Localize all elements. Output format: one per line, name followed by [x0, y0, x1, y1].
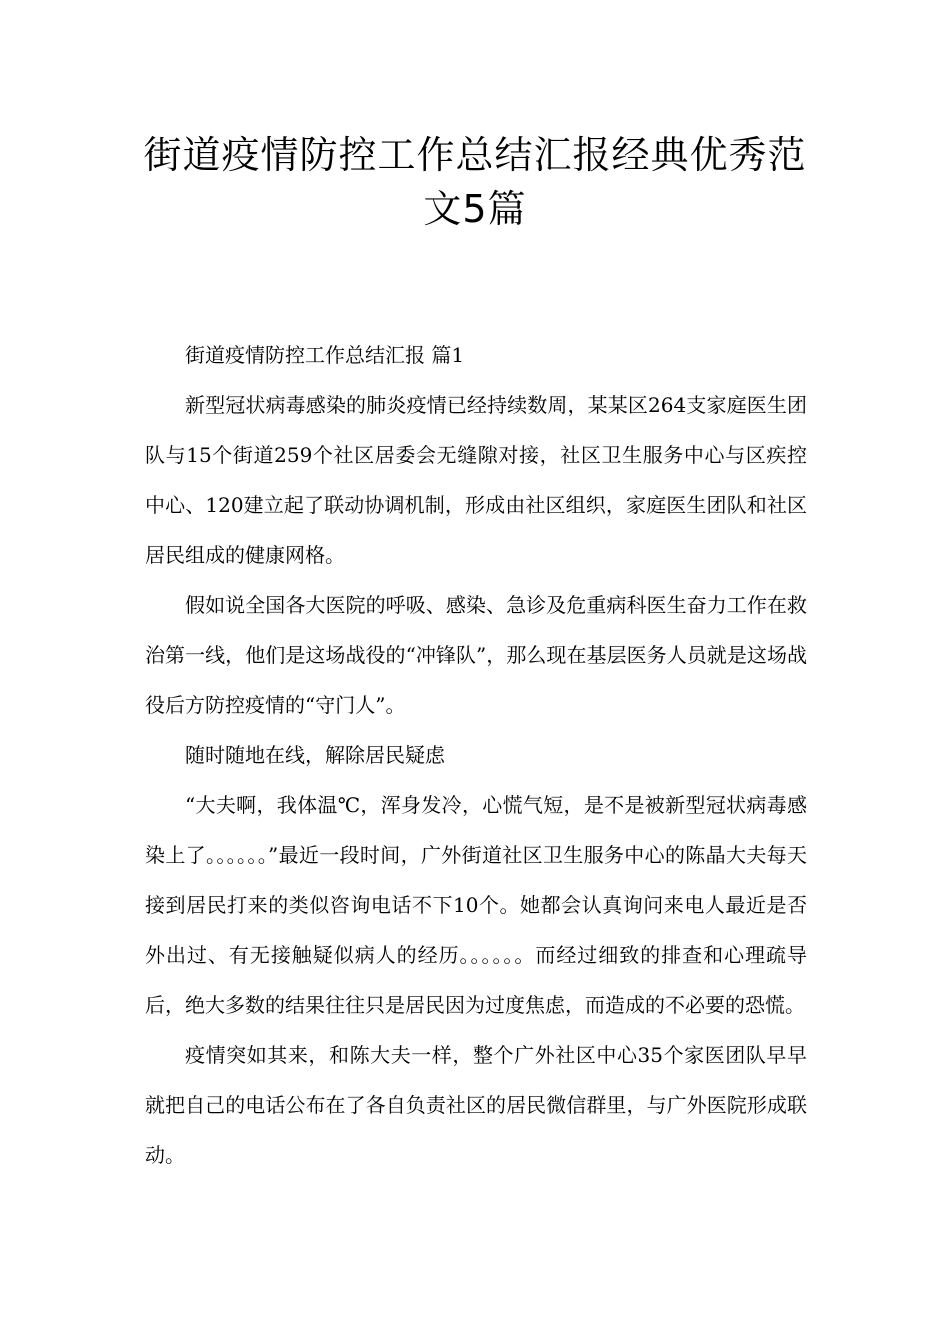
paragraph: “大夫啊，我体温℃，浑身发冷，心慌气短，是不是被新型冠状病毒感染上了。。。。。。”最近一段时间，广外街道社区卫生服务中心的陈晶大夫每天接到居民打来的类似咨询电话不下10个。她都会认真询问来电人最近是否外出过、有无接触疑似病人的经历。。。。。。而经过细致的排查和心理疏导后，绝大多数的结果往往只是居民因为过度焦虑，而造成的不必要的恐慌。	[145, 793, 807, 1017]
paragraph: 疫情突如其来，和陈大夫一样，整个广外社区中心35个家医团队早早就把自己的电话公布在了各自负责社区的居民微信群里，与广外医院形成联动。	[145, 1043, 807, 1167]
section-heading: 街道疫情防控工作总结汇报 篇1	[185, 343, 465, 367]
document-body	[145, 330, 807, 1180]
document-title: 街道疫情防控工作总结汇报经典优秀范文5篇	[143, 133, 807, 231]
paragraph: 假如说全国各大医院的呼吸、感染、急诊及危重病科医生奋力工作在救治第一线，他们是这场战役的“冲锋队”，那么现在基层医务人员就是这场战役后方防控疫情的“守门人”。	[145, 593, 807, 717]
paragraph: 新型冠状病毒感染的肺炎疫情已经持续数周，某某区264支家庭医生团队与15个街道259个社区居委会无缝隙对接，社区卫生服务中心与区疾控中心、120建立起了联动协调机制，形成由社区组织，家庭医生团队和社区居民组成的健康网格。	[145, 393, 807, 567]
subheading: 随时随地在线，解除居民疑虑	[185, 743, 445, 767]
